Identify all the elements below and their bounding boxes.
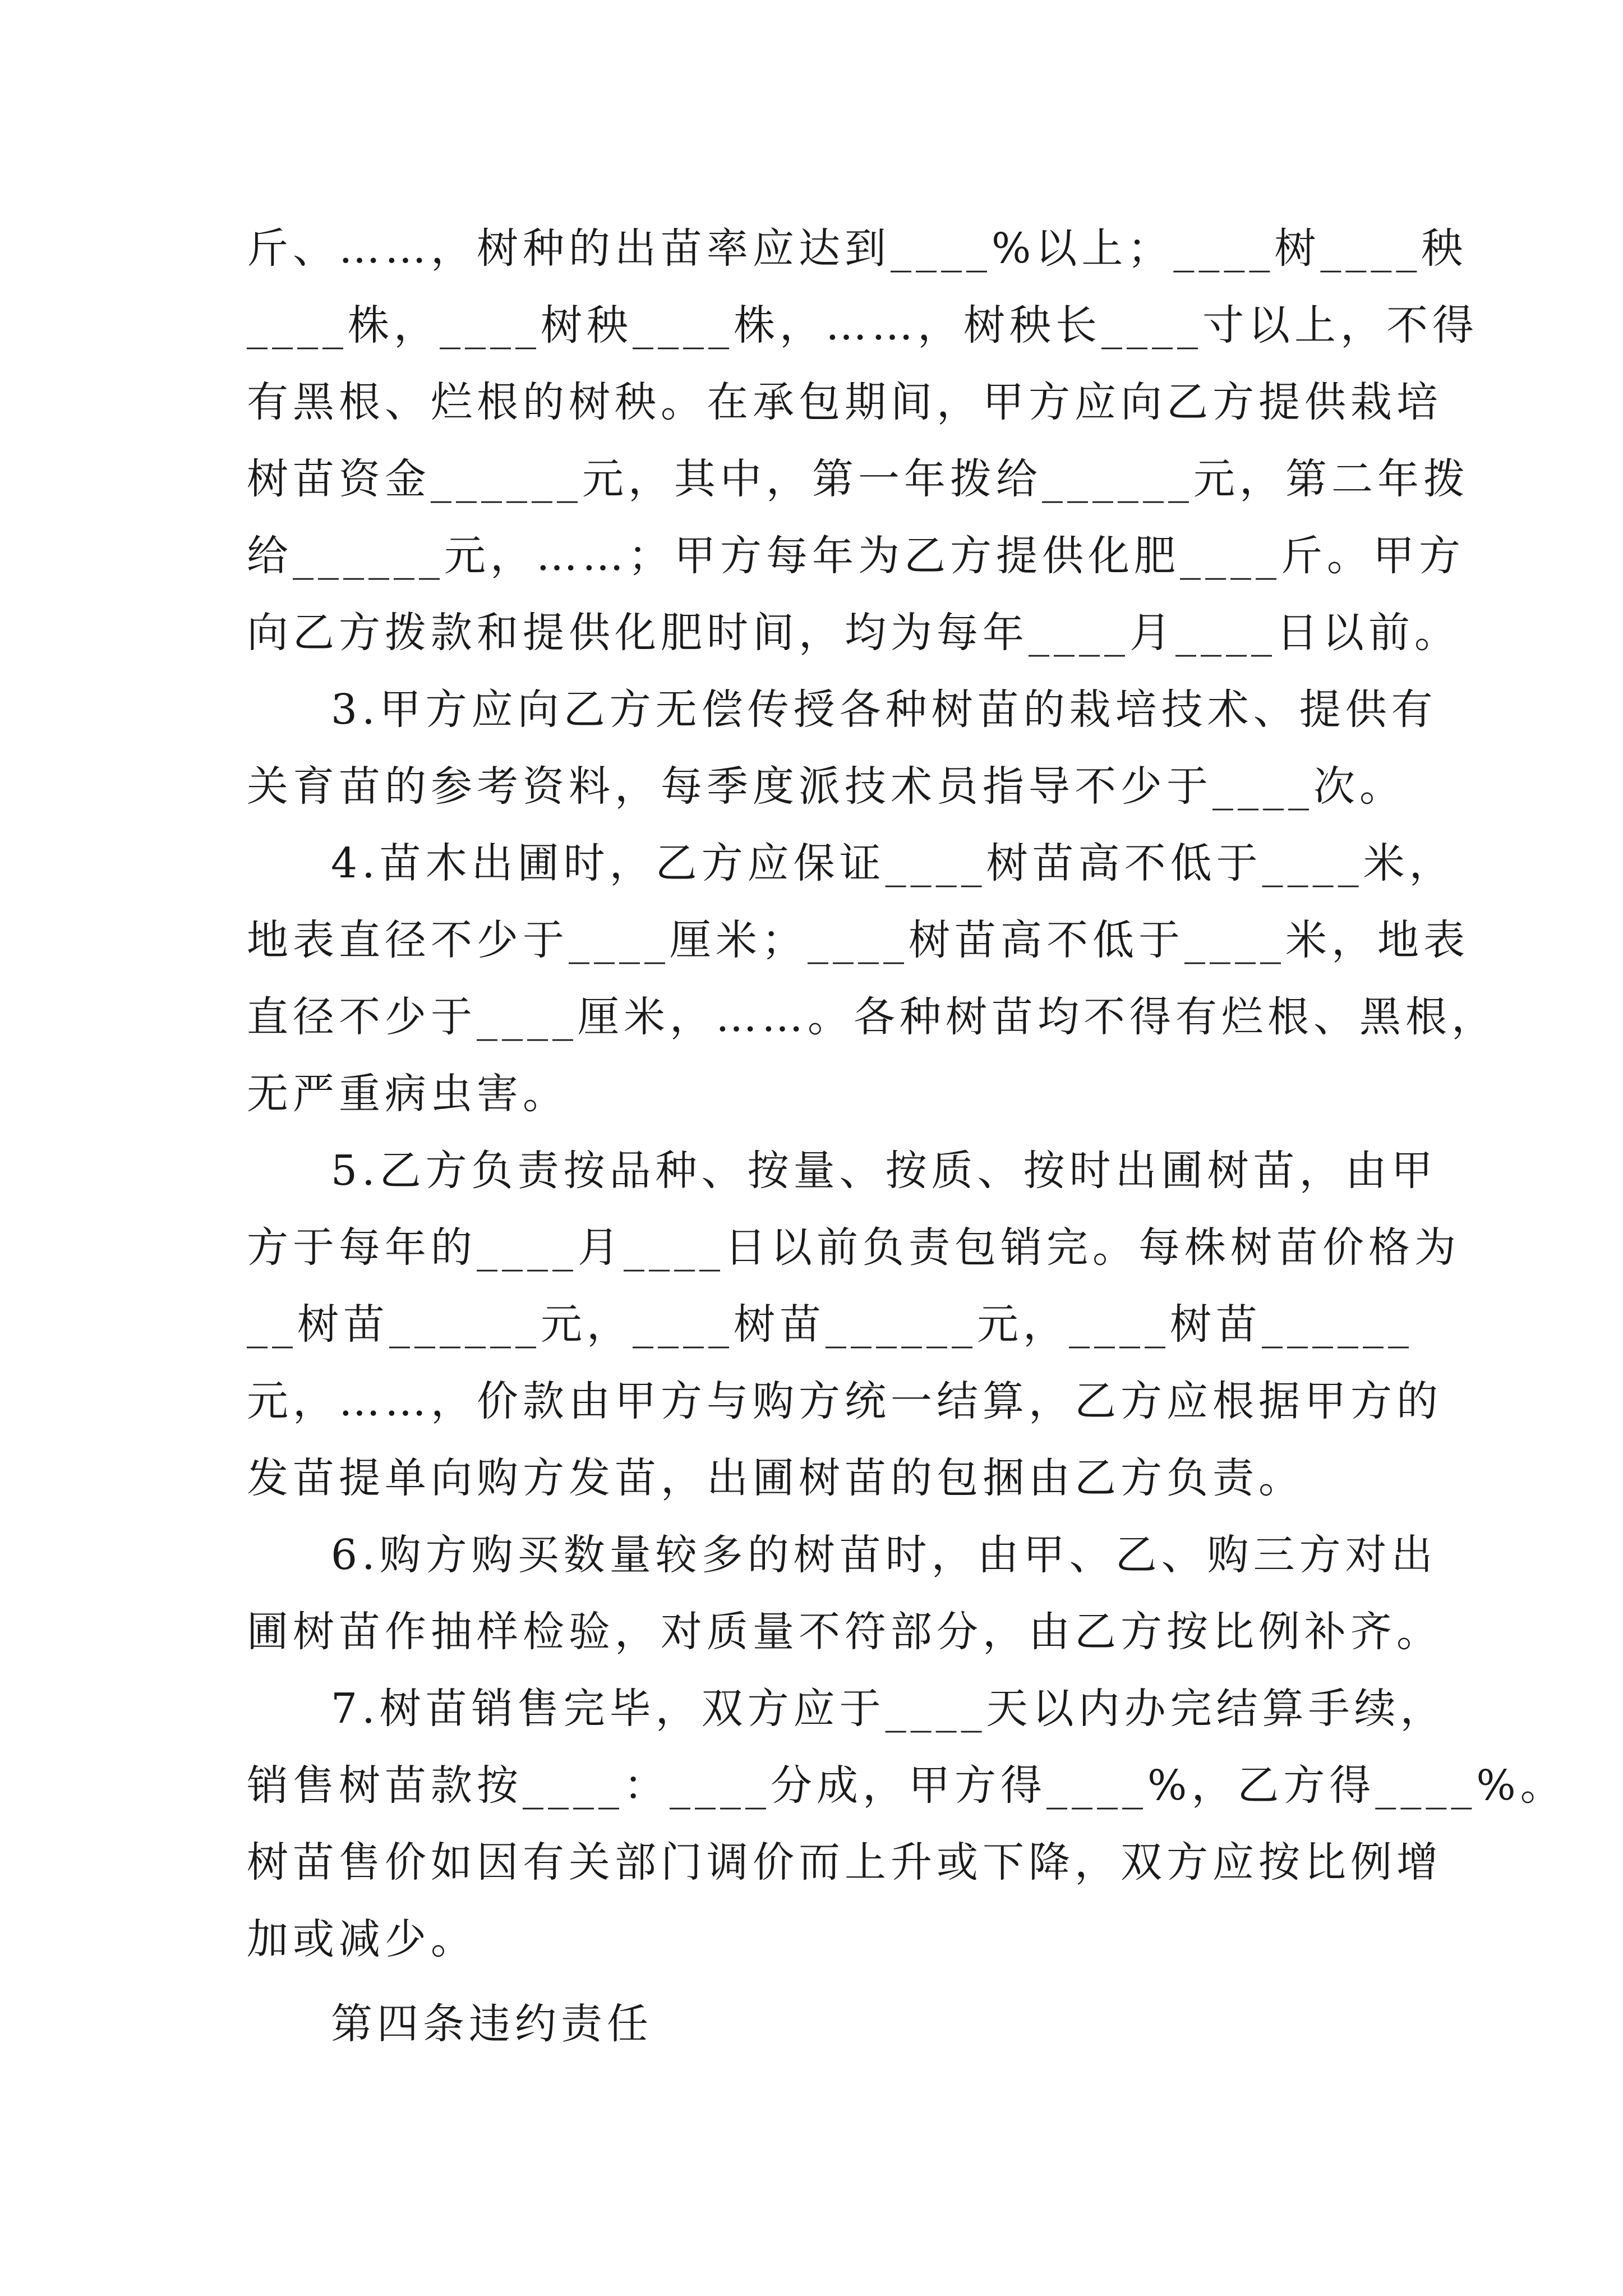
clause-4-line-4: 无严重病虫害。 <box>247 1070 569 1118</box>
text-line-2: ____株，____树秧____株，……，树秧长____寸以上，不得 <box>247 301 1478 349</box>
clause-7-line-1: 7.树苗销售完毕，双方应于____天以内办完结算手续， <box>331 1685 1446 1733</box>
clause-5-line-1: 5.乙方负责按品种、按量、按质、按时出圃树苗，由甲 <box>331 1147 1437 1195</box>
clause-7-line-2: 销售树苗款按____：____分成，甲方得____%，乙方得____%。 <box>247 1761 1566 1810</box>
text-line-4: 树苗资金______元，其中，第一年拨给______元，第二年拨 <box>247 455 1469 503</box>
clause-4-line-2: 地表直径不少于____厘米；____树苗高不低于____米，地表 <box>247 916 1469 964</box>
text-line-1: 斤、……，树种的出苗率应达到____%以上；____树____秧 <box>247 224 1468 273</box>
text-line-5: 给______元，……；甲方每年为乙方提供化肥____斤。甲方 <box>247 532 1465 580</box>
clause-6-line-1: 6.购方购买数量较多的树苗时，由甲、乙、购三方对出 <box>331 1531 1437 1579</box>
clause-4-line-1: 4.苗木出圃时，乙方应保证____树苗高不低于____米， <box>331 839 1455 887</box>
contract-text <box>247 210 1566 2063</box>
clause-4-line-3: 直径不少于____厘米，……。各种树苗均不得有烂根、黑根， <box>247 993 1497 1041</box>
clause-3-line-2: 关育苗的参考资料，每季度派技术员指导不少于____次。 <box>247 762 1405 811</box>
clause-7-line-3: 树苗售价如因有关部门调价而上升或下降，双方应按比例增 <box>247 1838 1442 1887</box>
clause-6-line-2: 圃树苗作抽样检验，对质量不符部分，由乙方按比例补齐。 <box>247 1608 1442 1656</box>
clause-7-line-4: 加或减少。 <box>247 1915 477 1963</box>
text-line-3: 有黑根、烂根的树秧。在承包期间，甲方应向乙方提供栽培 <box>247 378 1442 426</box>
clause-5-line-3: __树苗______元，____树苗______元，____树苗______ <box>247 1300 1413 1349</box>
clause-5-line-2: 方于每年的____月____日以前负责包销完。每株树苗价格为 <box>247 1223 1460 1272</box>
clause-3-line-1: 3.甲方应向乙方无偿传授各种树苗的栽培技术、提供有 <box>331 685 1437 734</box>
section-heading-breach-liability: 第四条违约责任 <box>331 2000 653 2048</box>
clause-5-line-5: 发苗提单向购方发苗，出圃树苗的包捆由乙方负责。 <box>247 1454 1304 1502</box>
clause-5-line-4: 元，……，价款由甲方与购方统一结算，乙方应根据甲方的 <box>247 1377 1442 1425</box>
text-line-6: 向乙方拨款和提供化肥时间，均为每年____月____日以前。 <box>247 609 1460 657</box>
